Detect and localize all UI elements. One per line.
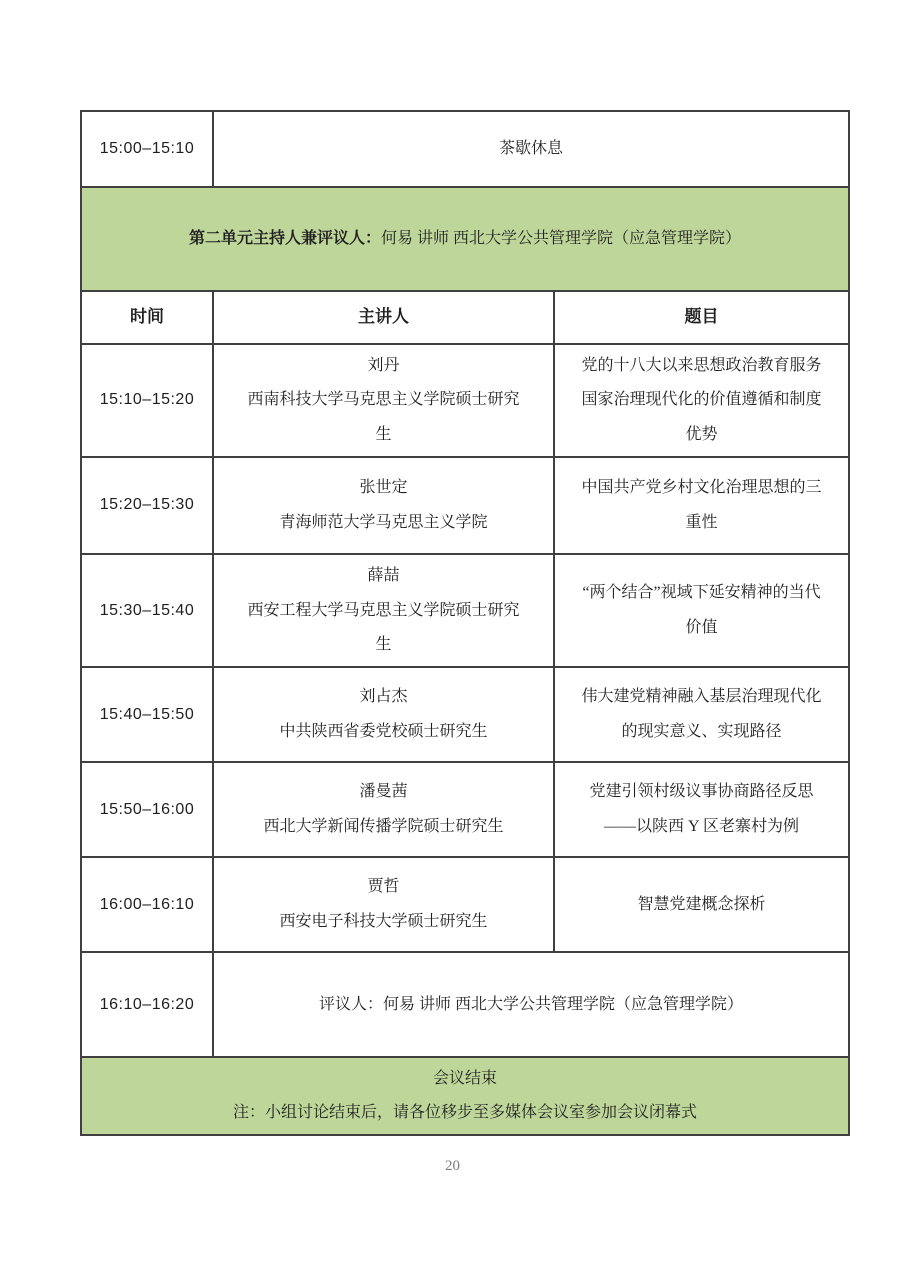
closing-note: 注：小组讨论结束后，请各位移步至多媒体会议室参加会议闭幕式	[233, 1103, 698, 1121]
speaker-cell	[213, 667, 554, 762]
speaker-cell	[213, 457, 554, 554]
table-row-tea-break	[81, 111, 849, 187]
speaker-affiliation: 西北大学新闻传播学院硕士研究生	[263, 817, 504, 835]
speaker-cell	[213, 857, 554, 952]
table-row-unit-banner	[81, 187, 849, 291]
topic-cell: “两个结合”视域下延安精神的当代价值	[554, 554, 849, 667]
topic-cell: 党的十八大以来思想政治教育服务国家治理现代化的价值遵循和制度优势	[554, 344, 849, 457]
column-header-speaker: 主讲人	[213, 291, 554, 344]
speaker-name: 潘曼茜	[359, 783, 408, 801]
table-row	[81, 667, 849, 762]
closing-title: 会议结束	[433, 1070, 498, 1088]
speaker-name: 刘占杰	[359, 688, 408, 706]
time-cell: 15:40–15:50	[81, 667, 213, 762]
speaker-cell	[213, 344, 554, 457]
time-cell: 15:00–15:10	[81, 111, 213, 187]
topic-cell: 智慧党建概念探析	[554, 857, 849, 952]
speaker-name: 薛喆	[367, 567, 400, 585]
speaker-name: 张世定	[359, 479, 408, 497]
time-cell: 16:00–16:10	[81, 857, 213, 952]
table-header-row	[81, 291, 849, 344]
unit-banner-cell	[81, 187, 849, 291]
reviewer-cell: 评议人：何易 讲师 西北大学公共管理学院（应急管理学院）	[213, 952, 849, 1057]
table-row	[81, 457, 849, 554]
speaker-cell	[213, 762, 554, 857]
time-cell: 15:10–15:20	[81, 344, 213, 457]
table-row	[81, 762, 849, 857]
speaker-cell	[213, 554, 554, 667]
speaker-name: 刘丹	[367, 357, 400, 374]
column-header-topic: 题目	[554, 291, 849, 344]
speaker-affiliation: 西南科技大学马克思主义学院硕士研究生	[247, 391, 520, 443]
closing-cell	[81, 1057, 849, 1134]
unit-banner-label: 第二单元主持人兼评议人：	[188, 229, 381, 247]
topic-cell: 党建引领村级议事协商路径反思——以陕西 Y 区老寨村为例	[554, 762, 849, 857]
time-cell: 16:10–16:20	[81, 952, 213, 1057]
page-number: 20	[445, 1158, 460, 1174]
table-row	[81, 554, 849, 667]
column-header-time: 时间	[81, 291, 213, 344]
table-row-reviewer	[81, 952, 849, 1057]
speaker-affiliation: 西安工程大学马克思主义学院硕士研究生	[247, 601, 520, 653]
speaker-affiliation: 青海师范大学马克思主义学院	[279, 513, 488, 531]
time-cell: 15:20–15:30	[81, 457, 213, 554]
table-row	[81, 857, 849, 952]
time-cell: 15:50–16:00	[81, 762, 213, 857]
unit-banner-host: 何易 讲师 西北大学公共管理学院（应急管理学院）	[381, 229, 742, 247]
topic-cell: 中国共产党乡村文化治理思想的三重性	[554, 457, 849, 554]
speaker-affiliation: 西安电子科技大学硕士研究生	[279, 912, 488, 930]
conference-program-table	[80, 110, 850, 1136]
speaker-name: 贾哲	[367, 878, 400, 896]
speaker-affiliation: 中共陕西省委党校硕士研究生	[279, 722, 488, 740]
table-row	[81, 344, 849, 457]
table-row-closing	[81, 1057, 849, 1134]
time-cell: 15:30–15:40	[81, 554, 213, 667]
topic-cell: 伟大建党精神融入基层治理现代化的现实意义、实现路径	[554, 667, 849, 762]
tea-break-cell: 茶歇休息	[213, 111, 849, 187]
